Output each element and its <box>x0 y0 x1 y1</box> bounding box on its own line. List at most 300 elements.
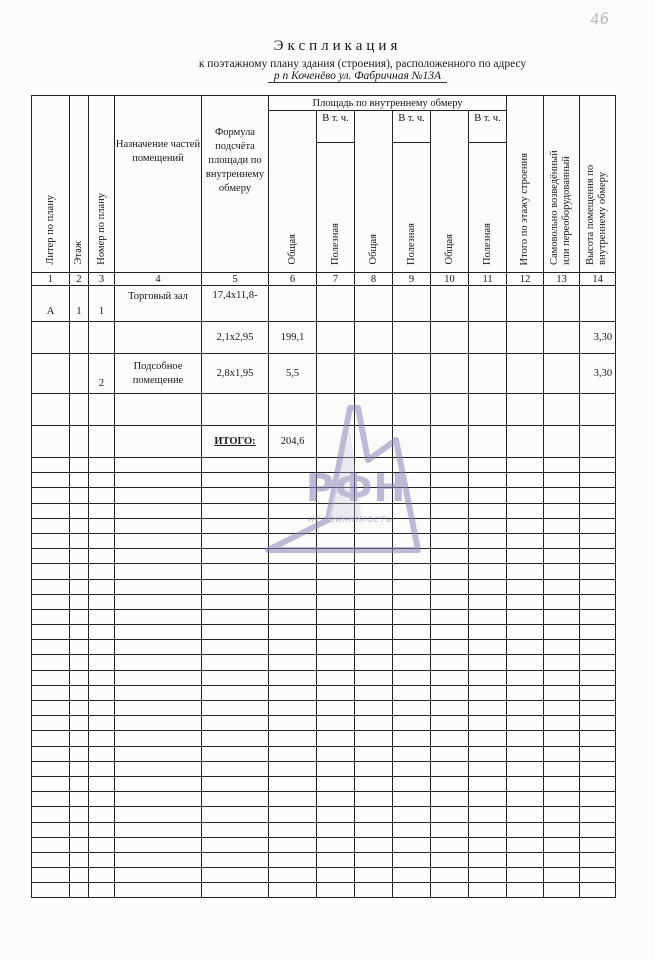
empty-cell <box>269 883 317 898</box>
empty-cell <box>317 518 355 533</box>
empty-cell <box>317 640 355 655</box>
empty-cell <box>70 640 89 655</box>
empty-cell <box>431 458 469 473</box>
header-incl-3: В т. ч. <box>469 111 507 143</box>
empty-cell <box>32 533 70 548</box>
empty-cell <box>115 685 202 700</box>
empty-cell <box>32 594 70 609</box>
empty-cell <box>469 564 507 579</box>
empty-cell <box>202 655 269 670</box>
empty-cell <box>115 807 202 822</box>
empty-cell <box>544 458 580 473</box>
empty-cell <box>70 807 89 822</box>
empty-cell <box>544 776 580 791</box>
empty-cell <box>469 822 507 837</box>
empty-cell <box>507 822 544 837</box>
empty-cell <box>355 807 393 822</box>
empty-cell <box>70 533 89 548</box>
empty-cell <box>580 518 616 533</box>
empty-cell <box>393 822 431 837</box>
empty-cell <box>317 458 355 473</box>
cell-room-no: 2 <box>89 354 115 394</box>
empty-cell <box>32 731 70 746</box>
empty-cell <box>202 701 269 716</box>
empty-cell <box>580 761 616 776</box>
empty-cell <box>70 883 89 898</box>
empty-cell <box>469 473 507 488</box>
empty-cell <box>269 609 317 624</box>
empty-cell <box>202 518 269 533</box>
empty-cell <box>32 549 70 564</box>
column-number: 1 <box>32 273 70 286</box>
empty-cell <box>115 609 202 624</box>
empty-cell <box>393 792 431 807</box>
empty-row <box>32 533 616 548</box>
empty-cell <box>431 670 469 685</box>
cell-height: 3,30 <box>580 354 616 394</box>
empty-cell <box>355 701 393 716</box>
empty-cell <box>544 731 580 746</box>
header-letter: Литер по плану <box>32 96 70 273</box>
empty-cell <box>544 503 580 518</box>
empty-cell <box>269 533 317 548</box>
header-incl-1: В т. ч. <box>317 111 355 143</box>
column-number: 9 <box>393 273 431 286</box>
empty-cell <box>269 868 317 883</box>
empty-cell <box>355 716 393 731</box>
empty-cell <box>70 518 89 533</box>
empty-cell <box>317 837 355 852</box>
empty-cell <box>355 746 393 761</box>
empty-cell <box>70 503 89 518</box>
empty-row <box>32 792 616 807</box>
empty-cell <box>544 594 580 609</box>
empty-cell <box>115 473 202 488</box>
empty-cell <box>32 503 70 518</box>
cell-purpose <box>115 322 202 354</box>
table-row <box>32 394 616 426</box>
empty-cell <box>469 701 507 716</box>
empty-cell <box>431 868 469 883</box>
empty-cell <box>393 685 431 700</box>
empty-cell <box>70 852 89 867</box>
empty-cell <box>317 807 355 822</box>
empty-cell <box>507 518 544 533</box>
empty-cell <box>89 518 115 533</box>
empty-row <box>32 852 616 867</box>
empty-cell <box>431 640 469 655</box>
empty-cell <box>469 868 507 883</box>
empty-cell <box>115 776 202 791</box>
empty-cell <box>269 655 317 670</box>
empty-cell <box>544 579 580 594</box>
empty-cell <box>70 670 89 685</box>
empty-cell <box>89 822 115 837</box>
empty-cell <box>202 807 269 822</box>
empty-cell <box>469 807 507 822</box>
empty-cell <box>431 518 469 533</box>
empty-cell <box>115 488 202 503</box>
empty-cell <box>89 473 115 488</box>
empty-cell <box>89 579 115 594</box>
empty-cell <box>317 564 355 579</box>
empty-cell <box>202 852 269 867</box>
empty-cell <box>544 640 580 655</box>
empty-row <box>32 594 616 609</box>
empty-cell <box>89 549 115 564</box>
empty-row <box>32 746 616 761</box>
empty-cell <box>393 503 431 518</box>
empty-cell <box>544 792 580 807</box>
empty-cell <box>469 883 507 898</box>
empty-cell <box>70 746 89 761</box>
empty-cell <box>269 731 317 746</box>
empty-cell <box>580 655 616 670</box>
table-row <box>32 286 616 322</box>
empty-cell <box>202 625 269 640</box>
empty-cell <box>89 868 115 883</box>
empty-cell <box>115 761 202 776</box>
empty-cell <box>544 761 580 776</box>
empty-cell <box>393 518 431 533</box>
empty-cell <box>202 503 269 518</box>
total-row <box>32 426 616 458</box>
column-number: 2 <box>70 273 89 286</box>
empty-cell <box>355 473 393 488</box>
header-formula: Формула подсчёта площади по внутреннему обмеру <box>202 96 269 273</box>
empty-cell <box>32 458 70 473</box>
empty-cell <box>355 533 393 548</box>
empty-cell <box>269 761 317 776</box>
empty-cell <box>393 549 431 564</box>
empty-cell <box>355 564 393 579</box>
empty-cell <box>355 488 393 503</box>
empty-cell <box>469 685 507 700</box>
empty-cell <box>317 625 355 640</box>
empty-cell <box>355 549 393 564</box>
empty-cell <box>431 776 469 791</box>
empty-cell <box>115 579 202 594</box>
header-area-group: Площадь по внутреннему обмеру <box>269 96 507 111</box>
empty-cell <box>580 776 616 791</box>
empty-cell <box>317 533 355 548</box>
empty-cell <box>269 685 317 700</box>
column-number: 10 <box>431 273 469 286</box>
empty-cell <box>393 868 431 883</box>
empty-cell <box>507 609 544 624</box>
empty-row <box>32 701 616 716</box>
empty-cell <box>70 837 89 852</box>
empty-cell <box>115 852 202 867</box>
empty-cell <box>202 564 269 579</box>
empty-cell <box>469 655 507 670</box>
empty-cell <box>393 473 431 488</box>
empty-cell <box>431 746 469 761</box>
empty-cell <box>32 488 70 503</box>
empty-cell <box>507 594 544 609</box>
empty-cell <box>431 625 469 640</box>
empty-cell <box>269 640 317 655</box>
empty-cell <box>70 761 89 776</box>
empty-cell <box>70 731 89 746</box>
empty-cell <box>580 503 616 518</box>
empty-cell <box>89 837 115 852</box>
empty-cell <box>89 670 115 685</box>
table-row <box>32 354 616 394</box>
empty-cell <box>393 670 431 685</box>
empty-cell <box>317 549 355 564</box>
empty-cell <box>317 792 355 807</box>
empty-cell <box>355 503 393 518</box>
empty-cell <box>269 564 317 579</box>
empty-cell <box>393 731 431 746</box>
empty-cell <box>317 883 355 898</box>
table-row <box>32 322 616 354</box>
empty-row <box>32 655 616 670</box>
empty-cell <box>269 701 317 716</box>
empty-cell <box>202 883 269 898</box>
empty-cell <box>393 701 431 716</box>
empty-cell <box>469 670 507 685</box>
empty-cell <box>32 807 70 822</box>
empty-cell <box>393 883 431 898</box>
empty-cell <box>507 685 544 700</box>
empty-cell <box>317 731 355 746</box>
cell-formula: 2,8х1,95 <box>202 354 269 394</box>
empty-row <box>32 883 616 898</box>
empty-cell <box>431 579 469 594</box>
empty-cell <box>507 549 544 564</box>
empty-cell <box>269 670 317 685</box>
empty-cell <box>507 883 544 898</box>
empty-cell <box>70 868 89 883</box>
empty-cell <box>115 883 202 898</box>
page-number: 46 <box>589 9 610 29</box>
empty-row <box>32 731 616 746</box>
empty-cell <box>544 701 580 716</box>
empty-cell <box>580 473 616 488</box>
header-height: Высота помещения по внутреннему обмеру <box>580 96 616 273</box>
empty-cell <box>70 549 89 564</box>
empty-cell <box>393 761 431 776</box>
empty-cell <box>89 625 115 640</box>
empty-cell <box>431 852 469 867</box>
empty-cell <box>269 837 317 852</box>
empty-cell <box>469 852 507 867</box>
empty-cell <box>580 685 616 700</box>
empty-cell <box>317 761 355 776</box>
empty-cell <box>507 731 544 746</box>
empty-cell <box>115 549 202 564</box>
watermark-logo-text: РФН <box>306 466 407 510</box>
empty-cell <box>544 716 580 731</box>
empty-row <box>32 488 616 503</box>
empty-cell <box>507 837 544 852</box>
empty-cell <box>32 518 70 533</box>
empty-cell <box>393 579 431 594</box>
empty-cell <box>70 776 89 791</box>
empty-cell <box>70 792 89 807</box>
empty-cell <box>202 716 269 731</box>
empty-cell <box>317 609 355 624</box>
empty-cell <box>115 655 202 670</box>
empty-cell <box>580 837 616 852</box>
empty-cell <box>469 609 507 624</box>
empty-cell <box>202 458 269 473</box>
empty-cell <box>507 852 544 867</box>
empty-cell <box>580 883 616 898</box>
empty-cell <box>355 579 393 594</box>
total-value: 204,6 <box>269 426 317 458</box>
empty-cell <box>355 837 393 852</box>
empty-cell <box>393 837 431 852</box>
empty-cell <box>507 625 544 640</box>
empty-cell <box>431 655 469 670</box>
empty-cell <box>544 807 580 822</box>
empty-row <box>32 670 616 685</box>
empty-cell <box>469 594 507 609</box>
empty-row <box>32 579 616 594</box>
empty-cell <box>431 549 469 564</box>
empty-cell <box>317 852 355 867</box>
empty-cell <box>70 473 89 488</box>
empty-cell <box>393 746 431 761</box>
empty-cell <box>431 473 469 488</box>
column-number: 7 <box>317 273 355 286</box>
empty-cell <box>115 503 202 518</box>
empty-cell <box>544 609 580 624</box>
empty-cell <box>202 594 269 609</box>
empty-cell <box>507 670 544 685</box>
empty-cell <box>469 640 507 655</box>
empty-cell <box>393 488 431 503</box>
empty-cell <box>507 776 544 791</box>
empty-row <box>32 625 616 640</box>
empty-cell <box>544 670 580 685</box>
empty-cell <box>507 761 544 776</box>
column-number: 8 <box>355 273 393 286</box>
empty-cell <box>544 564 580 579</box>
empty-cell <box>393 533 431 548</box>
empty-cell <box>269 792 317 807</box>
empty-cell <box>355 609 393 624</box>
empty-cell <box>355 458 393 473</box>
empty-cell <box>115 792 202 807</box>
empty-cell <box>507 701 544 716</box>
empty-cell <box>89 594 115 609</box>
empty-cell <box>544 852 580 867</box>
empty-row <box>32 640 616 655</box>
empty-cell <box>355 761 393 776</box>
empty-cell <box>393 776 431 791</box>
empty-cell <box>317 746 355 761</box>
total-label: ИТОГО: <box>202 426 269 458</box>
empty-cell <box>469 746 507 761</box>
empty-cell <box>115 837 202 852</box>
empty-cell <box>469 761 507 776</box>
empty-cell <box>355 792 393 807</box>
empty-cell <box>355 625 393 640</box>
cell-area: 199,1 <box>269 322 317 354</box>
empty-cell <box>431 488 469 503</box>
empty-cell <box>580 579 616 594</box>
empty-cell <box>115 822 202 837</box>
empty-cell <box>70 564 89 579</box>
empty-cell <box>115 625 202 640</box>
empty-cell <box>580 716 616 731</box>
empty-row <box>32 685 616 700</box>
empty-cell <box>317 594 355 609</box>
empty-cell <box>355 776 393 791</box>
empty-cell <box>431 701 469 716</box>
empty-cell <box>202 822 269 837</box>
empty-cell <box>431 533 469 548</box>
empty-cell <box>544 625 580 640</box>
empty-cell <box>393 609 431 624</box>
blank-rows <box>32 458 616 898</box>
empty-cell <box>202 609 269 624</box>
empty-cell <box>89 746 115 761</box>
empty-cell <box>202 731 269 746</box>
empty-cell <box>32 868 70 883</box>
empty-cell <box>507 458 544 473</box>
empty-cell <box>507 868 544 883</box>
empty-cell <box>269 807 317 822</box>
empty-cell <box>580 625 616 640</box>
header-useful-2: Полезная <box>393 143 431 273</box>
empty-cell <box>115 518 202 533</box>
header-total-3: Общая <box>431 111 469 273</box>
empty-cell <box>507 473 544 488</box>
empty-cell <box>431 594 469 609</box>
empty-cell <box>202 533 269 548</box>
empty-cell <box>115 640 202 655</box>
empty-cell <box>544 518 580 533</box>
empty-cell <box>544 883 580 898</box>
empty-cell <box>469 625 507 640</box>
header-incl-2: В т. ч. <box>393 111 431 143</box>
empty-cell <box>70 685 89 700</box>
empty-cell <box>507 533 544 548</box>
empty-cell <box>507 579 544 594</box>
empty-cell <box>355 518 393 533</box>
empty-cell <box>32 701 70 716</box>
empty-cell <box>544 868 580 883</box>
empty-cell <box>202 640 269 655</box>
empty-cell <box>202 488 269 503</box>
empty-cell <box>469 549 507 564</box>
cell-area <box>269 286 317 322</box>
empty-cell <box>393 625 431 640</box>
empty-cell <box>32 670 70 685</box>
empty-cell <box>431 609 469 624</box>
empty-cell <box>431 761 469 776</box>
document-subtitle: к поэтажному плану здания (строения), расположенного по адресу <box>198 58 527 70</box>
empty-cell <box>269 458 317 473</box>
empty-cell <box>70 609 89 624</box>
empty-cell <box>393 458 431 473</box>
cell-letter: А <box>32 286 70 322</box>
empty-cell <box>89 731 115 746</box>
empty-cell <box>269 503 317 518</box>
empty-cell <box>89 716 115 731</box>
empty-cell <box>544 533 580 548</box>
empty-cell <box>317 701 355 716</box>
empty-cell <box>507 792 544 807</box>
empty-cell <box>115 458 202 473</box>
empty-cell <box>431 807 469 822</box>
empty-cell <box>507 716 544 731</box>
